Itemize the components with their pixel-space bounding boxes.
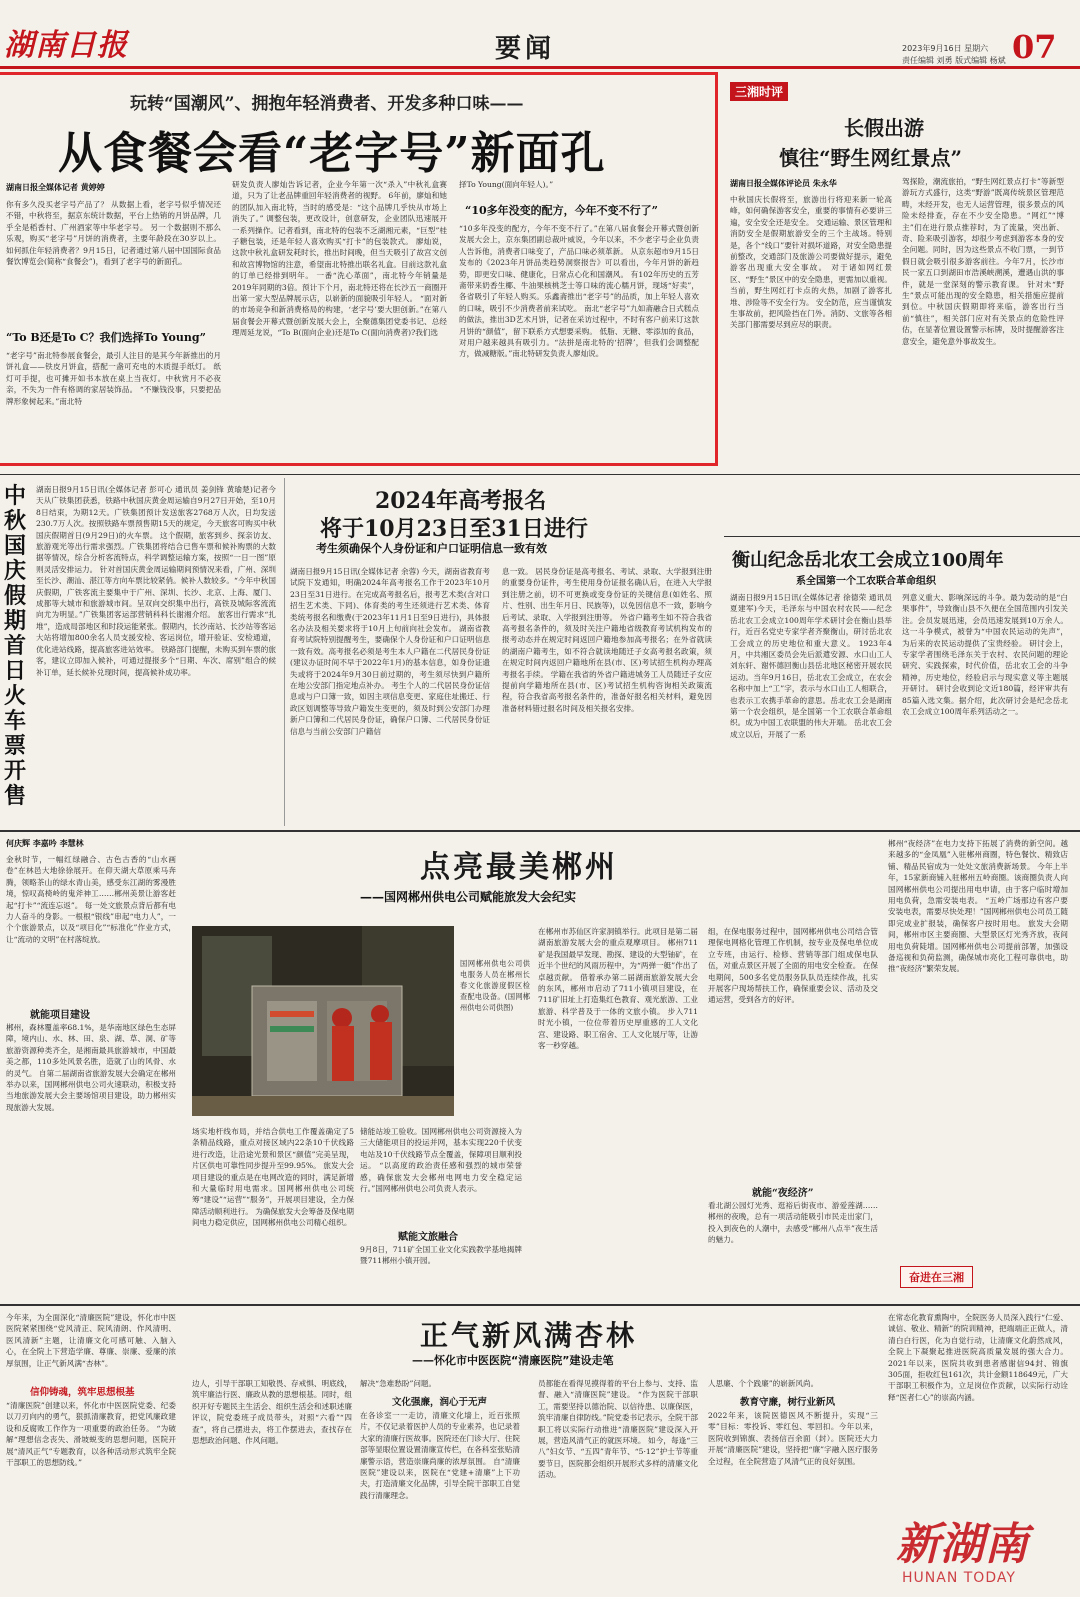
article-col-1b: “老字号”南北特参展食餐会，最引人注目的是其今年新推出的月饼礼盒——铁皮月饼盒，搭配一盏可充电的木质提手纸灯。 纸灯可手提，也可摊开如书本放在桌上当夜灯。中秋赏月不必夜亲，不失为一件有格调的家居装饰品。 “不赚钱没事，只要把品牌形象树起来。”南北特 <box>6 351 221 406</box>
hospital-headline: 正气新风满杏林 <box>420 1319 638 1352</box>
gaokao-article <box>290 476 718 828</box>
gaokao-col-1: 湖南日报9月15日讯(全媒体记者 余蓉) 今天，湖南省教育考试院下发通知，明确2024年高考报名工作于2023年10月23日至31日进行。在完成高考报名后，报考艺术类(含对口招生艺术类、下同)、体育类的考生还须进行艺术类、体育类统考报名和缴费(于2023年11月1日至9日进行)，具体报名办法及相关要求将于10月上旬前向社会发布。 湖南省教育考试院特别提醒考生，要确保个人身份证和户口证明信息一致有效。高考报名必须是考生本人户籍在二代居民身份证(建议办证时间不早于2022年1月)的基本信息，如身份证遗失或将于2024年9月30日前过期的，考生须尽快到户籍所在地公安部门指定地点补办。 考生个人的二代居民身份证信息或与户口簿一致，如因主项信息变更、家庭住址搬迁、行政区划调整等导致户籍发生变更的，须及时到公安部门办理新户口簿和二代居民身份证，确保户口簿、二代居民身份证信息与当前公安部门户籍信 <box>290 567 490 736</box>
masthead <box>0 0 1080 70</box>
commentary-tag: 三湘时评 <box>730 82 788 101</box>
chenzhou-subhead-5: 就能“夜经济” <box>752 1188 814 1199</box>
train-vertical-title: 中秋国庆假期首日火车票开售 <box>4 483 27 809</box>
hospital-col-5-top: 人思廉、个个践廉”的崭新风尚。 <box>708 1379 819 1388</box>
hospital-col-1b: “清廉医院”创建以来，怀化市中医医院党委、纪委以刀刃向内的勇气，狠抓清廉教育，把党风廉政建设和反腐败工作作为一项重要的政治任务。 “为破解“理想信念丧失、滑坡蜕变的思想问题，医院开展“清风正气”专题教育，以各种活动形式筑牢全院干部职工的思想防线。” <box>6 1401 176 1468</box>
chenzhou-col-1b: 郴州，森林覆盖率68.1%，是华南地区绿色生态屏障，境内山、水、林、田、泉、湖、草、洞、矿等旅游资源种类齐全，是湘南最具旅游城市，中国最美之都，110多处风景名胜，造就了山的风骨、水的灵气。 自第二届湖南省旅游发展大会确定在郴州举办以来，国网郴州供电公司火速联动，积极支持当地旅游发展大会主要场馆项目建设，助力郴州实现旅游大发展。 <box>6 1023 176 1112</box>
gaokao-col-2: 息一致。 居民身份证是高考报名、考试、录取、大学报到注册的重要身份证件，考生使用身份证报名确认后，在进入大学报到注册之前，切不可更换或变身份证的关键信息(如姓名、照片、性别、出生年月日、民族等)，以免因信息不一致，影响今后考试、录取、入学报到注册等。 外省户籍考生如不符合我省高考报名条件的，须及时关注户籍地省级教育考试机构发布的报考动态并在规定时间返回户籍地参加高考报名；在外省就读的湖南户籍考生，如不符合就读地随迁子女高考报名政策，须在规定时间内返回户籍地所在县(市、区)考试招生机构办理高考报名手续。 学籍在我省的外省户籍进城务工人员随迁子女应提前向学籍地所在县(市、区)考试招生机构咨询相关政策流程，符合我省高考报名条件的，准备好报名相关材料，避免因准备材料错过报名时间及相关报名安排。 <box>502 567 712 713</box>
chenzhou-headline: 点亮最美郴州 <box>420 850 618 885</box>
article-byline: 湖南日报全媒体记者 黄婷婷 <box>6 183 105 192</box>
article-col-2: 研发负责人廖灿告诉记者，企业今年第一次“杀入”中秋礼盒赛道，只为了让老品牌重回年轻消费者的视野。 6年前，廖灿和她的团队加入南北特，当时的感受是：“这个品牌几乎快从市场上消失了。” 调整包装，更改设计，创意研发，企业团队迅速展开一系列操作。记者看到，南北特的包装不乏湖湘元素，“巨型”桂子糖包装，还是年轻人喜欢购买“打卡”的包装款式。 廖灿说，这款中秋礼盒研发耗时长，推出时间晚，但当天吸引了故宫文创和故宫博物馆的注意，希望南北特推出联名礼盒。目前这款礼盒的订单已经排到明年。 一番“洗心革面”，南北特今年销量是2019年同期的3倍。预计下个月，南北特还将在长沙五一商圈开出第一家大型品牌展示店，以崭新的面貌吸引年轻人。 “面对新的市场竞争和新消费格局的构建，‘老字号’要大胆创新。”在第八届食餐会开幕式暨创新发展大会上，全聚德集团党委书记、总经理周延龙说，“To B(面向企业)还是To C(面向消费者)?我们选 <box>232 180 447 338</box>
commentary <box>724 72 1080 472</box>
chenzhou-photo <box>192 926 454 1116</box>
chenzhou-subhead-3: 赋能文旅融合 <box>398 1232 458 1243</box>
hospital-subhead-1: 信仰铸魂，筑牢思想根基 <box>30 1387 135 1398</box>
watermark-latin: HUNAN TODAY <box>902 1570 1016 1586</box>
watermark <box>890 1508 1076 1594</box>
article-subhead-2: “10多年没变的配方，今年不变不行了” <box>465 204 658 217</box>
chenzhou-article <box>0 834 1080 1302</box>
hengshan-subhead: 系全国第一个工农联合革命组织 <box>796 576 936 587</box>
article-headline: 从食餐会看“老字号”新面孔 <box>58 128 606 179</box>
train-body: 湖南日报9月15日讯(全媒体记者 彭可心 通讯员 姜剑锋 黄瑜楚)记者今天从广铁集团获悉，铁路中秋国庆黄金周运输自9月27日开始，至10月8日结束，为期12天。广铁集团预计发送旅客2768万人次，日均发送230.7万人次。按照铁路车票预售期15天的规定，今天旅客可购买中秋国庆假期首日(9月29日)的火车票。 这个假期，旅客到乡、探亲访友、旅游观光等出行需求强烈。广铁集团将结合已售车票和候补购票的大数据等情况，综合分析客流特点，科学调整运输方案，按照“一日一图”原则灵活安排运力。 针对首国庆黄金周运输期间预情况来看，广州、深圳至长沙、潮汕、湛江等方向车票比较紧俏。候补人数较多。“今年中秋国庆假期，广铁客流主要集中于广州、深圳、长沙、北京、上海、厦门、成都等大城市和旅游城市间。呈双向交织集中出行，高铁及城际客流流向尤为明显。”广铁集团客运部营销科科长谢湘介绍。 旅客出行需求“扎堆”，造成局部地区和时段运能紧张。假期内，长沙南站、长沙站等客运大站将增加800余名人员支援安检、客运岗位，增开验证、安检通道，优化进站线路，提高旅客进站效率。 铁路部门提醒，未购买到车票的旅客，建议立即加入候补，可通过提报多个“日期、车次、席别”组合的候补订单，延长候补兑现时间，提高候补成功率。 <box>36 485 276 677</box>
gaokao-headline-1: 2024年高考报名 <box>375 488 547 514</box>
photo-illustration <box>192 926 454 1116</box>
hengshan-headline: 衡山纪念岳北农工会成立100周年 <box>732 550 1004 571</box>
commentary-title-2: 慎往“野生网红景点” <box>779 146 963 170</box>
chenzhou-subhead: ——国网郴州供电公司赋能旅发大会纪实 <box>360 890 577 904</box>
chenzhou-col-5b: 看北湖公园灯光秀、逛裕后街夜市、游爱莲湖……郴州的夜晚，总有一项活动能吸引市民走出家门，投入到夜色的人潮中，去感受“郴州八点半”夜生活的魅力。 <box>708 1201 878 1245</box>
issue-date: 2023年9月16日 星期六 <box>902 44 989 53</box>
section-title: 要闻 <box>495 34 556 64</box>
page-number: 07 <box>1012 28 1057 66</box>
chenzhou-col-2: 场实地杆线布局，并结合供电工作覆盖确定了5条精品线路，重点对接区域内22条10千伏线路进行改造，让沿途光景和景区“颜值”完美呈现，片区供电可靠性同步提升至99.95%。 旅发大会项目建设的重点是在电网改造的同时，满足新增和大量临时用电需求。国网郴州供电公司统筹“建设”“运营”“服务”，开展项目建设，全力保障活动顺利进行。 为确保旅发大会筹备及保电期间电力稳定供应，国网郴州供电公司精心组织。 <box>192 1127 354 1228</box>
chenzhou-col-3b: 9月8日，711矿全国工业文化实践教学基地揭牌暨711郴州小镇开园。 <box>360 1245 522 1266</box>
rule-2 <box>0 830 1080 832</box>
chenzhou-subhead-1: 就能项目建设 <box>30 1010 90 1021</box>
hospital-subhead-3: 文化强廉，润心于无声 <box>392 1397 488 1408</box>
article-col-3: “10多年没变的配方，今年不变不行了。”在第八届食餐会开幕式暨创新发展大会上，京东集团副总裁叶威说，今年以来，不少老字号企业负责人告诉他，消费者口味变了，产品口味必须革新。 从京东超市9月15日发布的《2023年月饼品类趋势洞察报告》可以看出，今年月饼的新趋势，即更安口味、健康化，日常点心化和国潮风。 有102年历史的五芳斋带来奶香生椰、牛油果核桃芝士等口味的流心糯月饼，现场“好卖”，各省吸引了年轻人购买。乐鑫斋推出“老字号”的品质，加上年轻人喜欢的口味，吸引不少消费者前来试吃。 南北“老字号”九如斋融合日式糕点的做法，推出3D艺术月饼，记者在采访过程中，不时有客户前来订这款月饼的“颜值”，留下联系方式想要采购。 低脂、无糖、零添加的食品，对用户越来越具有吸引力。“法拼是南北特的‘招牌’，但我们会调整配方，做减糖版。”南北特研发负责人廖灿说。 <box>459 224 699 359</box>
chenzhou-col-5: 组，在保电服务过程中，国网郴州供电公司结合管理保电网格化管理工作机制，按专业及保电单位成立专班，由运行、检修、营销等部门组成保电队伍，对重点景区开展了全面的用电安全检查。 在保电期间，500多名党员服务队队员连续作战，扎实开展客户现场帮扶工作，确保重要会议、活动及交通运营，受到各方的好评。 <box>708 927 878 1005</box>
hospital-col-3: 在各诊室一一走访，清廉文化墙上，近百张照片，不仅记录着医护人员的专业素养，也记录着大家的清廉行医故事。医院还在门诊大厅、住院部等显眼位置设置清廉宣传栏，在各科室张贴清廉警示语，营造崇廉尚廉的浓厚氛围。 自“清廉医院”建设以来，医院在“党建+清廉”上下功夫，打造清廉文化品牌，引导全院干部职工自觉践行清廉理念。 <box>360 1411 520 1500</box>
commentary-title-1: 长假出游 <box>844 116 924 140</box>
commentary-col-1: 中秋国庆长假将至，旅游出行将迎来新一轮高峰，如何确保游客安全，重要的事情有必要讲三遍，安全安全还是安全。 交通运输、景区管理和消防安全是假期旅游安全的三个主战场。特别是，各个“线口”要针对损坏道路，对安全隐患提前整改，交通部门及旅游公司要做好提示，避免游客出现重大安全事故。 对于诸如网红景区、“野生”景区中的安全隐患，更需加以重视。当前，野生网红打卡点的火热，加剧了游客扎堆、涉险等不安全行为。 安全防范，应当谨慎发生事故前，把风险挡在门外。消防、文旅等各相关部门都需要尽到应尽的职责。 <box>730 195 892 330</box>
article-subhead-1: “To B还是To C？我们选择To Young” <box>6 331 206 344</box>
rule-train-right <box>284 478 285 826</box>
watermark-logo: 新湖南 <box>896 1519 1028 1570</box>
hospital-col-5: 2022年来，该院医德医风不断提升，实现“三零”目标：零投诉、零红包、零回扣。今年以来，医院收到锦旗、表扬信百余面（封）。医院还大力开展“清廉医院”建设，坚持把“廉”字融入医疗服务全过程，在全院营造了风清气正的良好氛围。 <box>708 1411 878 1466</box>
hospital-col-3-top: 解决“急难愁盼”问题。 <box>360 1379 437 1388</box>
chenzhou-column-tag: 奋进在三湘 <box>900 1266 973 1288</box>
train-article <box>0 476 282 828</box>
rule-3 <box>0 1304 1080 1306</box>
gaokao-headline-2: 将于10月23日至31日进行 <box>320 516 588 542</box>
article-kicker: 玩转“国潮风”、拥抱年轻消费者、开发多种口味—— <box>130 94 524 114</box>
article-col-3-top: 择To Young(面向年轻人)。” <box>459 180 554 189</box>
hospital-subhead: ——怀化市中医医院“清廉医院”建设走笔 <box>412 1354 614 1367</box>
chenzhou-byline: 何庆辉 李嘉吟 李慧林 <box>6 839 84 848</box>
hospital-col-1: 今年来，为全面深化“清廉医院”建设，怀化市中医医院紧紧围绕“党风清正、院风清朗、作风清明、医风清新”主题，让清廉文化可感可触、入脑入心，在全院上下营造学廉、尊廉、崇廉、爱廉的浓厚氛围，让正气新风满“杏林”。 <box>6 1313 176 1368</box>
chenzhou-col-4: 在郴州市苏仙区许家洞镇举行。此项目是第二届湖南旅游发展大会的重点观摩项目。 郴州711矿是我国最早发现、勘探、建设的大型铀矿，在近半个世纪的风雨历程中，为“两弹一艇”作出了卓越贡献。 借着承办第二届湖南旅游发展大会的东风，郴州市启动了711小镇项目建设，在711矿旧址上打造集红色教育、观光旅游、工业旅游、科学普及于一体的文旅小镇。 步入711时光小镇，一位位带着历史厚重感的工人文化宫、建设路、职工宿舍、工人文化展厅等，让游客一秒穿越。 <box>538 927 698 1051</box>
hengshan-article <box>724 540 1080 828</box>
hospital-col-4: 员都能在看得见摸得着的平台上参与、支持、监督、融入“清廉医院”建设。 “作为医院干部职工，需要坚持以德治院、以信待患、以廉保医，筑牢清廉自律防线。”院党委书记表示，全院干部职工将以实际行动推进“清廉医院”建设深入开展，营造风清气正的就医环境。 如今，每逢“三八”妇女节、“五四”青年节、“5·12”护士节等重要节日，医院都会组织开展形式多样的清廉文化活动。 <box>538 1379 698 1480</box>
editors-line: 责任编辑 刘勇 版式编辑 杨斌 <box>902 56 1006 65</box>
commentary-byline: 湖南日报全媒体评论员 朱永华 <box>730 179 837 188</box>
masthead-rule <box>0 66 1080 69</box>
article-col-1: 你有多久没买老字号产品了？ 从数据上看，老字号似乎情况还不错，中秋将至，据京东统计数据，平台上热销的月饼品牌，几乎全是稻香村、广州酒家等中华老字号。 另一个数据则不那么乐观，购买“老字号”月饼的消费者，主要年龄段在30岁以上。 如何抓住年轻消费者？9月15日，记者通过第八届中国国际食品餐饮博览会(简称“食餐会”)，看到了老字号的新面孔。 <box>6 200 221 267</box>
hospital-subhead-5: 教育守廉，树行业新风 <box>740 1397 836 1408</box>
gaokao-subhead: 考生须确保个人身份证和户口证明信息一致有效 <box>316 542 547 555</box>
hospital-col-2: 边人，引导干部职工知敬畏、存戒惧、明底线，筑牢廉洁行医、廉政从教的思想根基。同时，组织开好专题民主生活会、组织生活会和述职述廉评议，院党委班子成员带头，对照“六看”“四查”，将自己摆进去，将工作摆进去，查找存在思想政治问题、作风问题。 <box>192 1379 352 1446</box>
hengshan-col-1: 湖南日报9月15日讯(全媒体记者 徐德荣 通讯员 夏建军)今天，毛泽东与中国农村农民——纪念岳北农工会成立100周年学术研讨会在衡山县举行，近百名党史专家学者齐聚衡山，研讨岳北农工会成立的历史地位和重大意义。 1923年4月，中共湘区委员会先后派遣安源、水口山工人刘东轩、谢怀德回衡山县岳北地区秘密开展农民运动。当年9月16日，岳北农工会成立，在农会名称中加上“工”字，表示与水口山工人相联合，也表示工农携手革命的意思。岳北农工会是湖南第一个农会组织，是全国第一个工农联合革命组织。成为中国工农联盟的伟大开端。 岳北农工会成立以后，开展了一系 <box>730 593 892 739</box>
hengshan-col-2: 列意义重大、影响深远的斗争。最为轰动的是“白果事件”，导致衡山县不久便在全国范围内引发关注。会员发展迅速，会员迅速发展到10万余人。这一斗争模式，被誉为“中国农民运动的先声”，为后来的农民运动提供了宝贵经验。 研讨会上，专家学者围绕毛泽东关于农村、农民问题的理论研究、实践探索，时代价值，岳北农工会的斗争精神，历史地位，经验启示与现实意义等主题展开研讨。 研讨会收到论文近180篇，经评审共有85篇入选文集。据介绍，此次研讨会是纪念岳北农工会成立100周年系列活动之一。 <box>902 593 1068 717</box>
rule-hengshan-top <box>724 536 1080 537</box>
newspaper-logo: 湖南日报 <box>4 28 128 63</box>
commentary-col-2: 驾探险，潮流旅拍，“野生网红景点打卡”等新型游玩方式盛行，这类“野游”既离传统景区管理范畴，未经开发，也无人运营管理，很多景点的风险未经排查，存在不少安全隐患。“网红”“博主”们在进行景点推荐时，为了流量，突出新、奇、险来吸引游客，却很少考虑到游客本身的安全问题。同时，因为这些景点不收门票，一到节假日就会吸引很多游客前往。今年7月，长沙市民一家五口到湖田市浩溪峡溯溪，遭遇山洪的事件，就是一堂深刻的警示教育课。 针对未“野生”景点可能出现的安全隐患，相关措施应提前到位。中秋国庆假期即将来临，游客出行当前“慎往”，相关部门应对有关景点的危险性评估，在显著位置设置警示标牌，及时提醒游客注意安全，避免意外事故发生。 <box>902 177 1064 346</box>
hospital-col-6: 在常态化教育熏陶中，全院医务人员深入践行“仁爱、诚信、敬业、精新”的院训精神，把端端正正做人，清清白白行医，化为自觉行动，让清廉文化蔚然成风，全院上下凝聚起推进医院高质量发展的强大合力。 2021年以来，医院共收到患者感谢信94封、锦旗305面，拒收红包161次，共计金额118649元，广大干部职工积极作为，立足岗位作贡献，以实际行动诠释“医者仁心”的崇高内涵。 <box>888 1313 1068 1402</box>
chenzhou-col-6: 郴州“夜经济”在电力支持下拓展了消费的新空间。越来越多的“金凤凰”入驻郴州商圈，特色餐饮、精致店铺、精品民宿成为一处处文旅消费新场景。 今年上半年，15家新商铺入驻郴州五岭商圈。该商圈负责人向国网郴州供电公司提出用电申请，由于客户临时增加用电负荷，急需安装电表。 “五岭广场那边有客户要安装电表，需要尽快处理！”国网郴州供电公司员工随即完成业扩报装，确保客户按时用电。 旅发大会期间，郴州市区主要商圈、大型景区灯光秀齐放，夜间用电负荷陡增。国网郴州供电公司提前部署，加强设备巡视和负荷监测，确保城市亮化工程可靠供电，助推“夜经济”繁荣发展。 <box>888 839 1068 974</box>
rule-1 <box>0 474 1080 475</box>
article-laozihao <box>0 72 718 466</box>
chenzhou-col-3: 储能站竣工验收。国网郴州供电公司资源接入为三大储能项目的投运并网，基本实现220千伏变电站及10千伏线路节点全覆盖，保障项目顺利投运。 “以高度的政治责任感和强烈的城市荣誉感，确保旅发大会郴州电网电力安全稳定运行。”国网郴州供电公司负责人表示。 <box>360 1127 522 1194</box>
chenzhou-col-1: 金秋时节，一幅红绿融合、古色古香的“山水画卷”在林邑大地徐徐展开。在仰天湖大草原乘马奔腾，领略茶山的绿水青山美，感受东江湖的雾漫胜境，惊叹高椅岭的鬼斧神工……郴州美景让游客赶起“打卡”“流连忘返”。 每一处文旅景点背后都有电力人奋斗的身影。一根根“银线”串起“电力人”，一个个旅游景点，以及“项目化”“标准化”作业方式，让“流动的文明”在村落绽放。 <box>6 855 176 944</box>
chenzhou-photo-caption: 国网郴州供电公司供电服务人员在郴州长春文化旅游度假区检查配电设备。(国网郴州供电公司供图) <box>460 959 530 1012</box>
